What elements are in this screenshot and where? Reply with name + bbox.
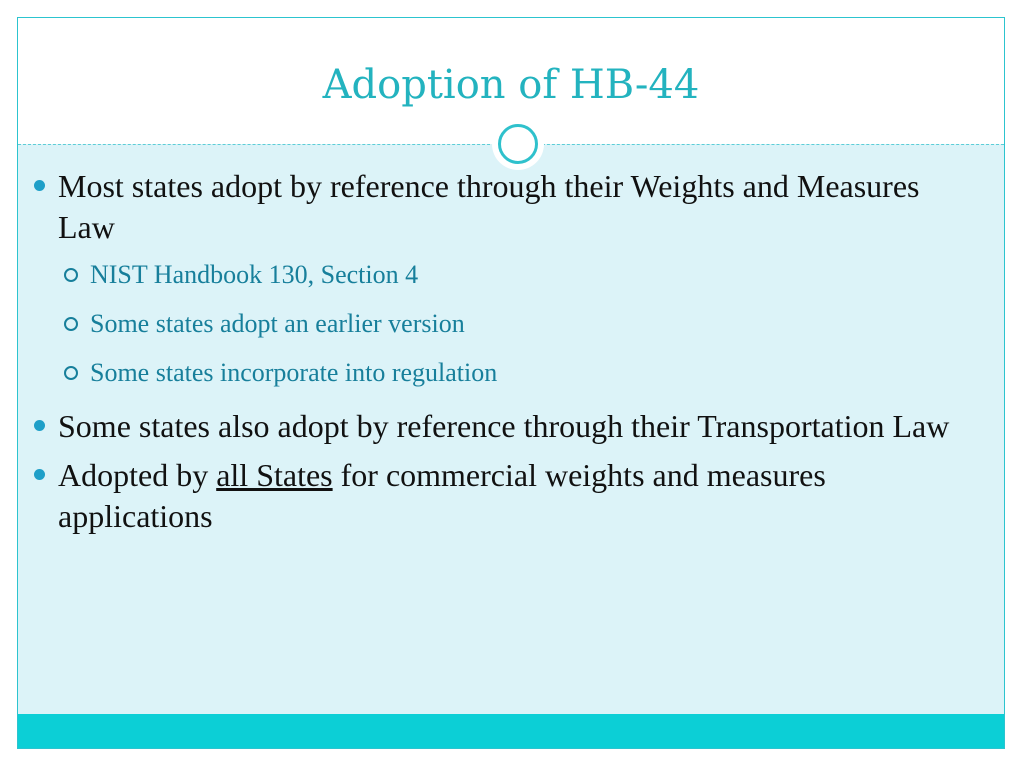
bullet-item-1 <box>34 166 974 248</box>
bullet-list <box>34 166 974 545</box>
ring-ornament-inner <box>498 124 538 164</box>
bullet-text-emphasis: all States <box>216 457 333 493</box>
sub-bullet-list <box>34 258 974 390</box>
bullet-text: Most states adopt by reference through their Weights and Measures Law <box>58 168 920 245</box>
ring-ornament-icon <box>492 118 544 170</box>
bullet-text-suffix: for commercial weights and measures applications <box>58 457 826 534</box>
footer-band <box>18 714 1004 748</box>
hollow-bullet-icon <box>64 366 78 380</box>
bullet-dot-icon <box>34 420 45 431</box>
bullet-dot-icon <box>34 180 45 191</box>
hollow-bullet-icon <box>64 317 78 331</box>
bullet-item-2 <box>34 406 974 447</box>
bullet-item-3 <box>34 455 974 537</box>
bullet-text-prefix: Adopted by <box>58 457 217 493</box>
sub-bullet-text: Some states adopt an earlier version <box>90 309 465 338</box>
bullet-dot-icon <box>34 469 45 480</box>
sub-bullet-item-2 <box>34 307 974 341</box>
sub-bullet-item-1 <box>34 258 974 292</box>
sub-bullet-text: NIST Handbook 130, Section 4 <box>90 260 419 289</box>
sub-bullet-item-3 <box>34 356 974 390</box>
hollow-bullet-icon <box>64 268 78 282</box>
slide-title: Adoption of HB-44 <box>322 62 700 108</box>
bullet-text: Some states also adopt by reference through their Transportation Law <box>58 408 950 444</box>
sub-bullet-text: Some states incorporate into regulation <box>90 358 498 387</box>
